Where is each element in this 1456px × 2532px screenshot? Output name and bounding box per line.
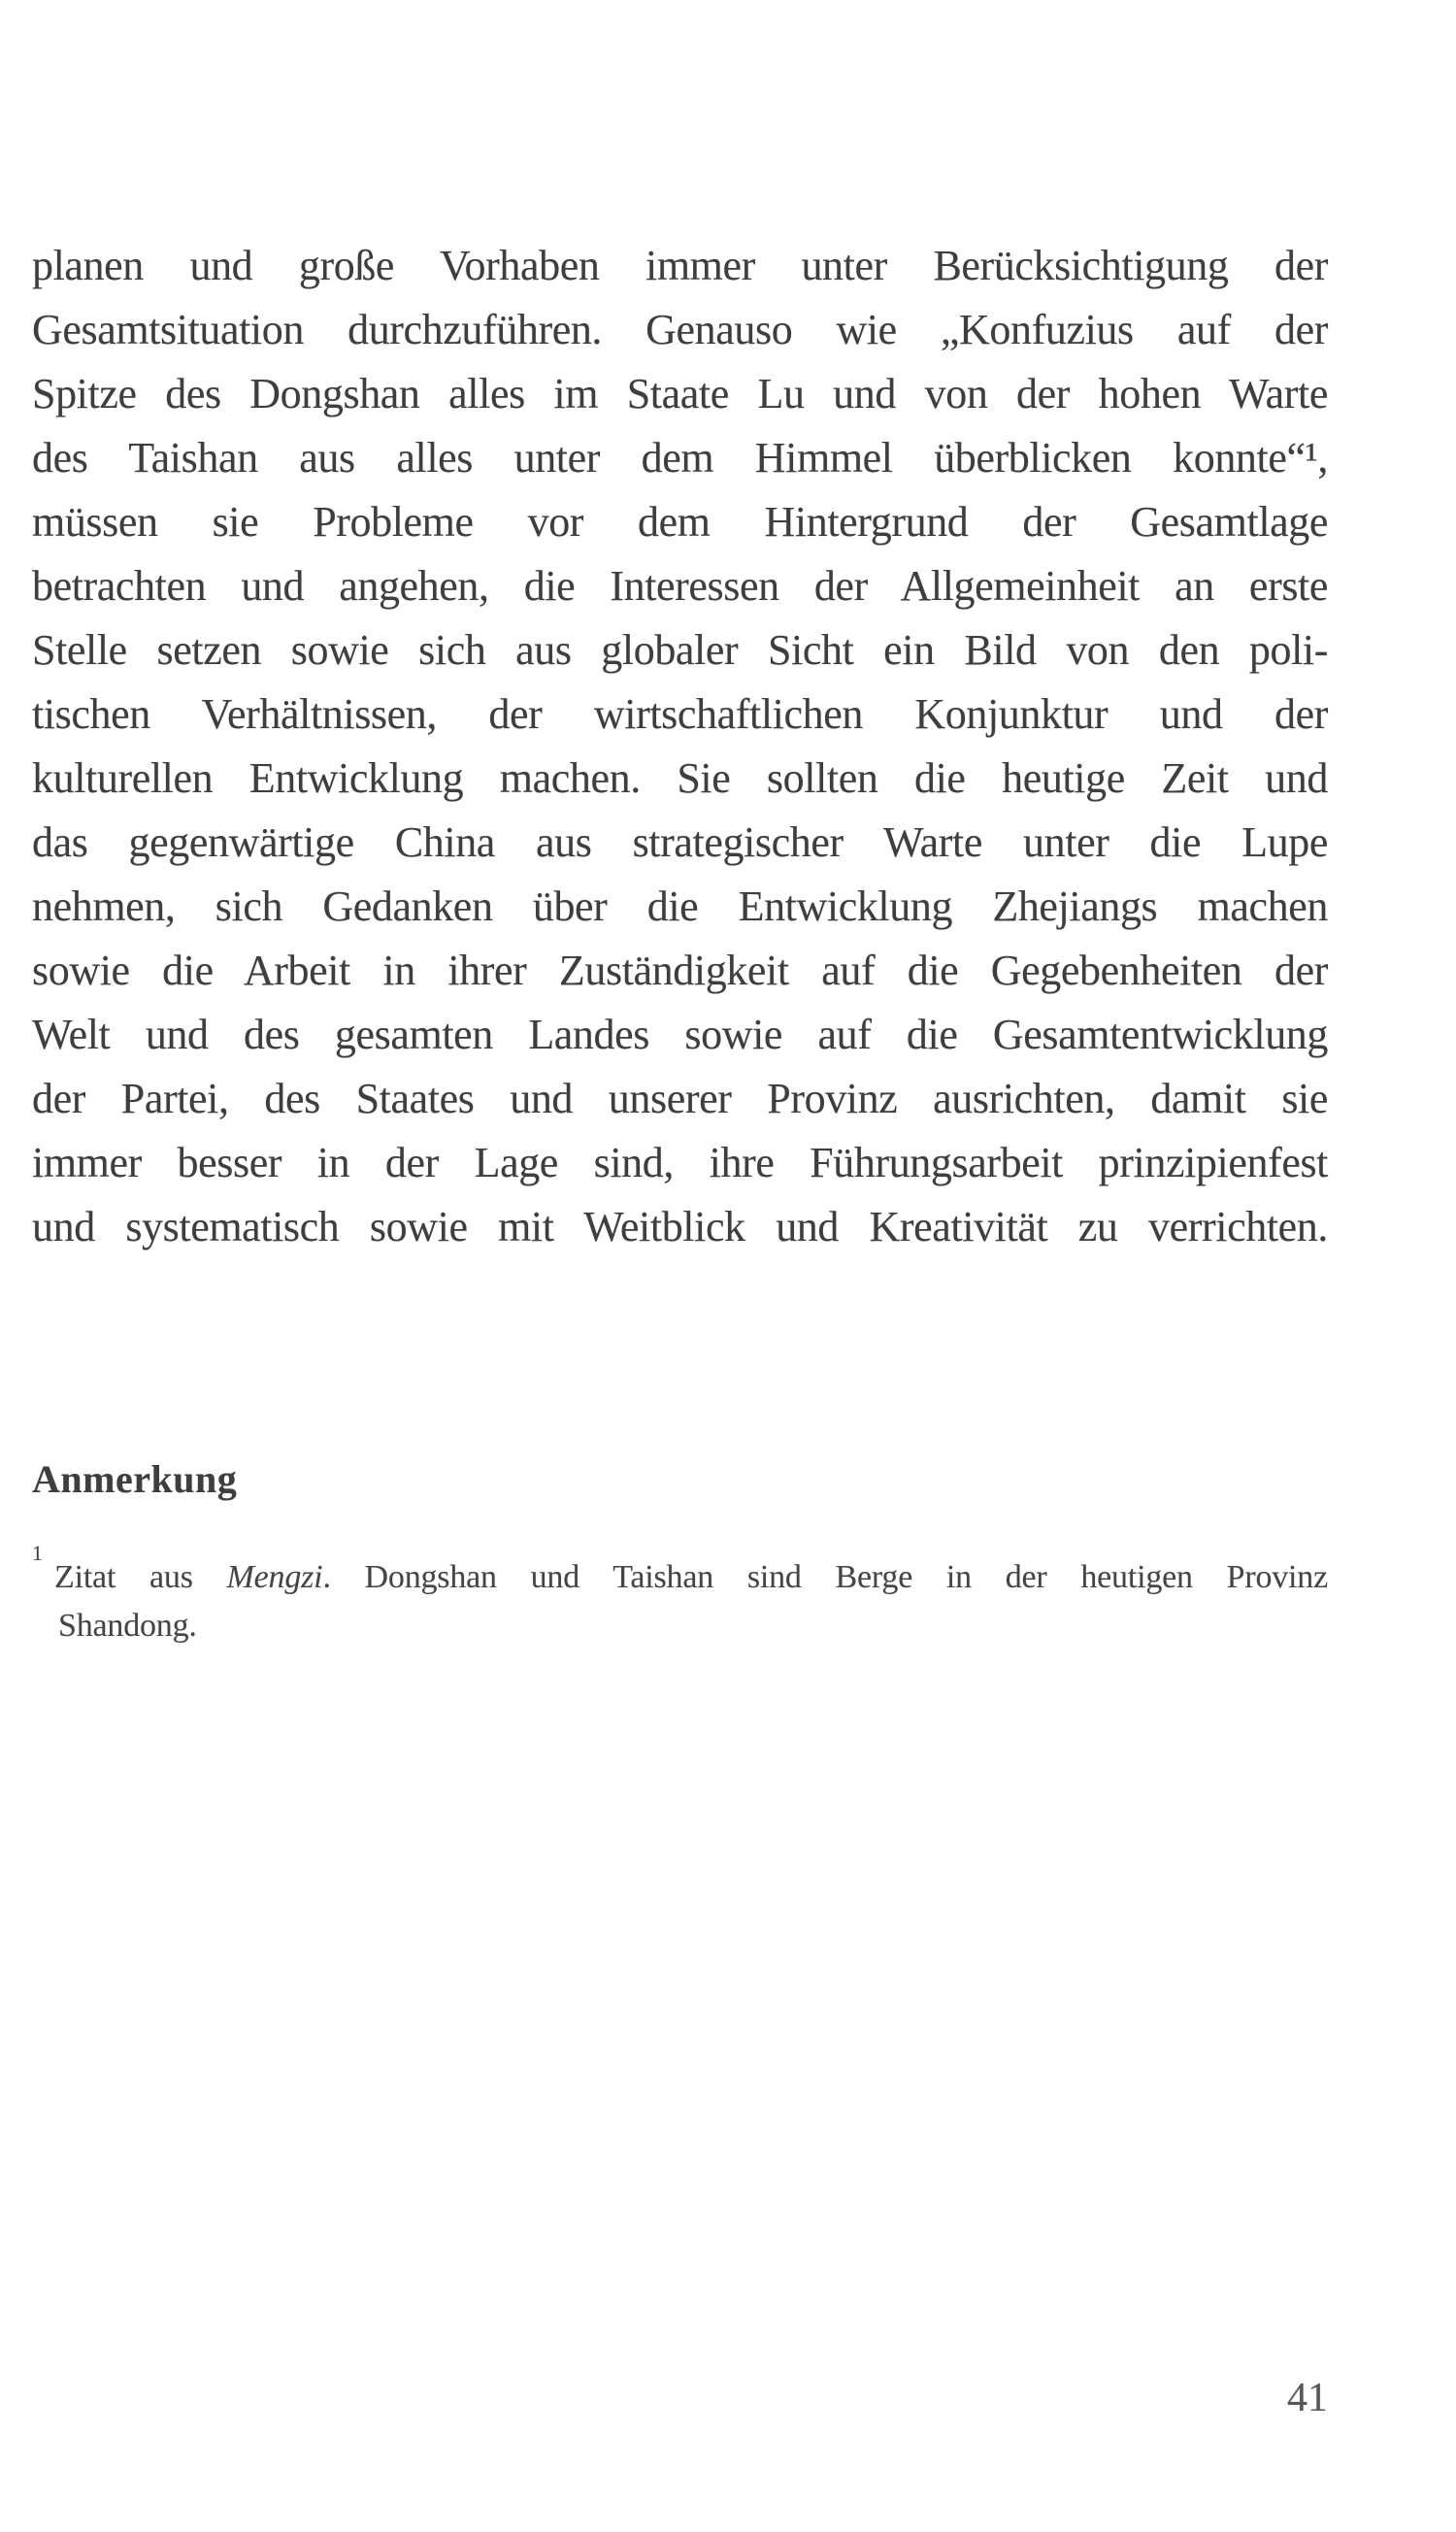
footnote: [32, 1540, 1328, 1650]
paragraph-line: und systematisch sowie mit Weitblick und Kreativität zu verrichten.: [32, 1203, 1328, 1250]
footnote-text-after: . Dongshan und Taishan sind Berge in der heutigen Provinz: [322, 1559, 1328, 1595]
paragraph-line: tischen Verhältnissen, der wirtschaftlichen Konjunktur und der: [32, 690, 1328, 738]
paragraph-line: Stelle setzen sowie sich aus globaler Sicht ein Bild von den poli-: [32, 626, 1328, 674]
paragraph-line: Welt und des gesamten Landes sowie auf die Gesamtentwicklung: [32, 1011, 1328, 1058]
paragraph-line: planen und große Vorhaben immer unter Berücksichtigung der: [32, 242, 1328, 289]
paragraph-line: betrachten und angehen, die Interessen der Allgemeinheit an erste: [32, 562, 1328, 610]
paragraph-line: nehmen, sich Gedanken über die Entwicklung Zhejiangs machen: [32, 883, 1328, 930]
footnote-text-before: Zitat aus: [54, 1559, 227, 1595]
footnote-marker: 1: [32, 1540, 43, 1565]
footnote-italic-title: Mengzi: [226, 1559, 323, 1595]
paragraph-line: des Taishan aus alles unter dem Himmel überblicken konnte“¹,: [32, 434, 1328, 482]
paragraph-line: das gegenwärtige China aus strategischer Warte unter die Lupe: [32, 818, 1328, 866]
main-paragraph: [32, 234, 1328, 1259]
paragraph-line: Gesamtsituation durchzuführen. Genauso wie „Konfuzius auf der: [32, 306, 1328, 353]
paragraph-line: müssen sie Probleme vor dem Hintergrund der Gesamtlage: [32, 498, 1328, 546]
paragraph-line: der Partei, des Staates und unserer Provinz ausrichten, damit sie: [32, 1075, 1328, 1122]
footnote-line-2: Shandong.: [58, 1608, 197, 1644]
paragraph-line: Spitze des Dongshan alles im Staate Lu und von der hohen Warte: [32, 370, 1328, 417]
paragraph-line: kulturellen Entwicklung machen. Sie sollten die heutige Zeit und: [32, 754, 1328, 802]
paragraph-line: sowie die Arbeit in ihrer Zuständigkeit auf die Gegebenheiten der: [32, 947, 1328, 994]
footnote-line-1: [32, 1540, 1328, 1602]
notes-heading: Anmerkung: [32, 1457, 238, 1501]
page-number: 41: [1287, 2376, 1328, 2420]
paragraph-line: immer besser in der Lage sind, ihre Führungsarbeit prinzipienfest: [32, 1139, 1328, 1186]
